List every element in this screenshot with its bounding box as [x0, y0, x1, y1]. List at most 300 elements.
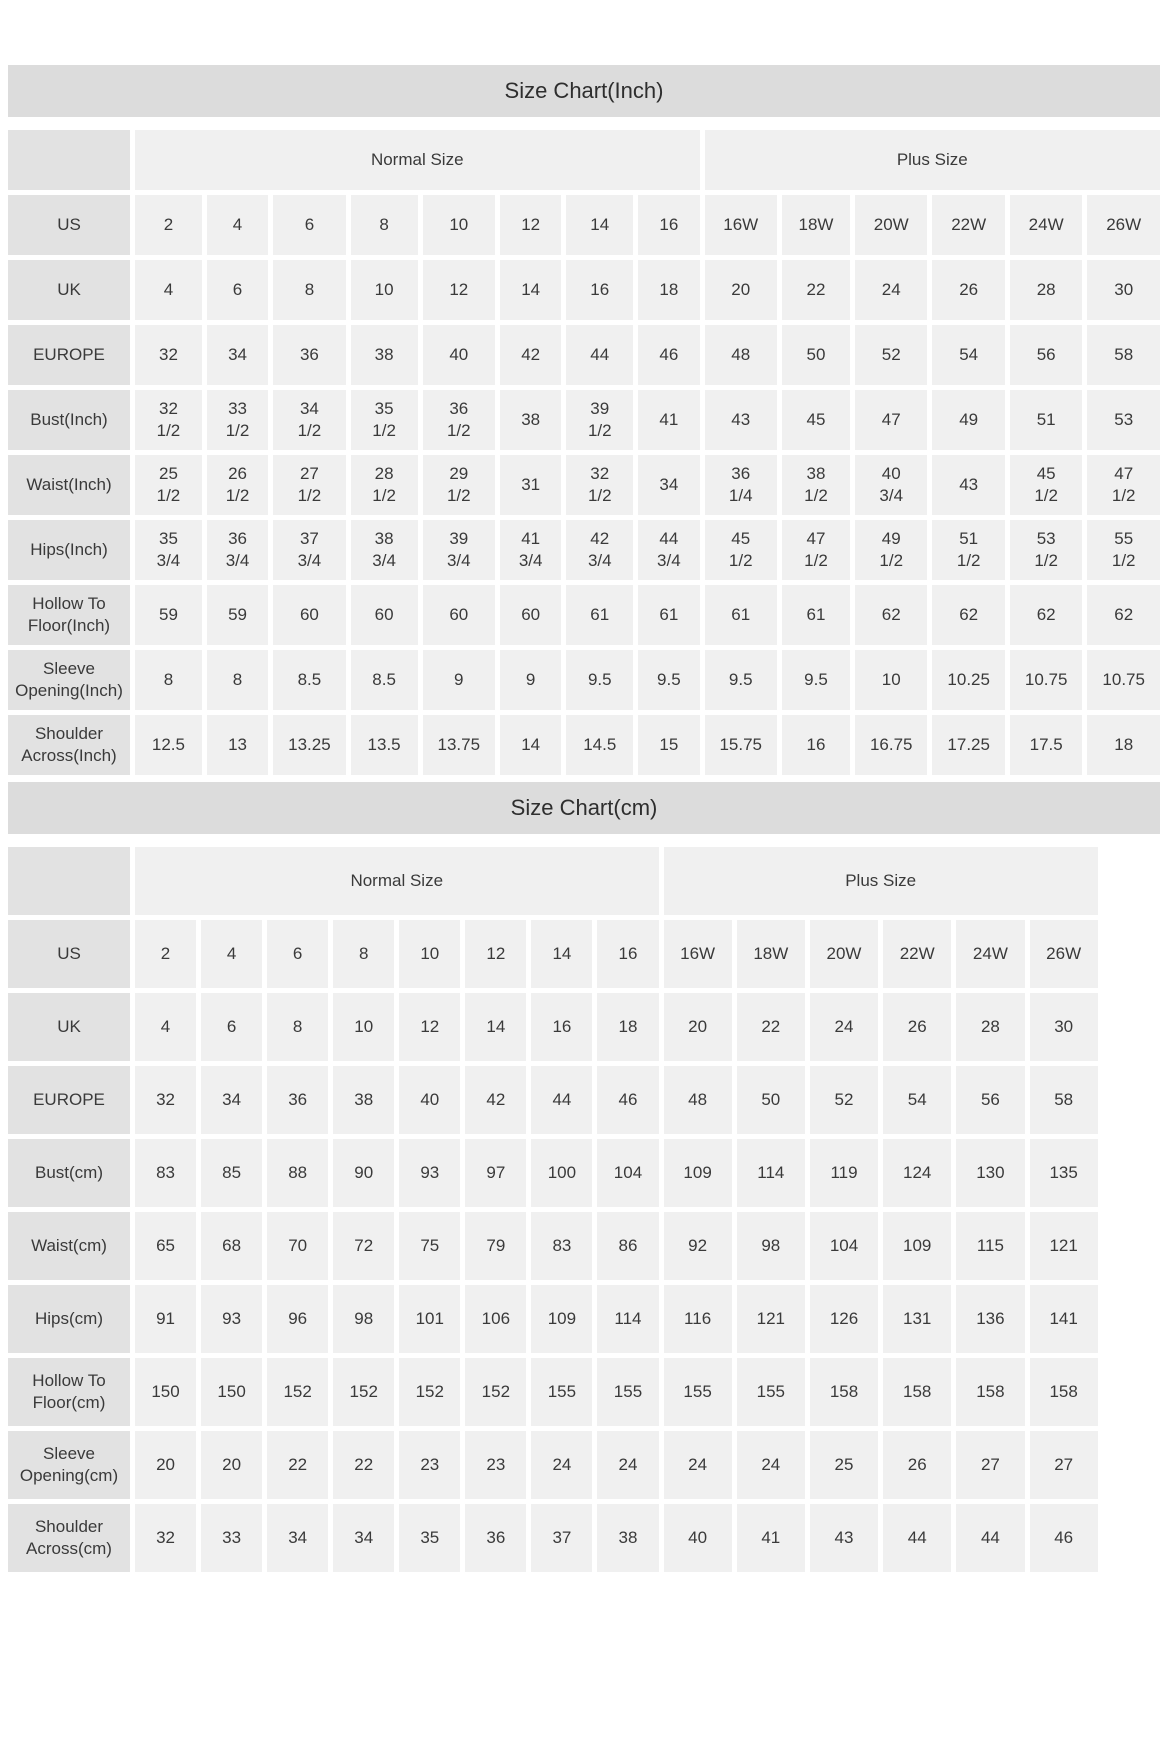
data-cell: 72 — [333, 1212, 394, 1280]
data-cell: 124 — [883, 1139, 951, 1207]
row-header-cell: Shoulder Across(Inch) — [8, 715, 130, 775]
data-cell: 43 — [705, 390, 777, 450]
data-cell: 26W — [1030, 920, 1098, 988]
data-cell: 16W — [664, 920, 732, 988]
data-cell: 158 — [810, 1358, 878, 1426]
data-cell: 25 1/2 — [135, 455, 202, 515]
data-cell: 46 — [1030, 1504, 1098, 1572]
row-header-cell: Sleeve Opening(Inch) — [8, 650, 130, 710]
data-cell: 54 — [883, 1066, 951, 1134]
data-cell: 12 — [423, 260, 495, 320]
data-cell: 10 — [399, 920, 460, 988]
data-cell: 37 3/4 — [273, 520, 345, 580]
data-cell: 44 3/4 — [638, 520, 699, 580]
table-row — [8, 1504, 1098, 1572]
data-cell: 47 — [855, 390, 927, 450]
table-row — [8, 1066, 1098, 1134]
data-cell: 29 1/2 — [423, 455, 495, 515]
data-cell: 16.75 — [855, 715, 927, 775]
data-cell: 61 — [782, 585, 850, 645]
row-header-cell: US — [8, 920, 130, 988]
data-cell: 8 — [273, 260, 345, 320]
data-cell: 75 — [399, 1212, 460, 1280]
data-cell: 16 — [531, 993, 592, 1061]
data-cell: 96 — [267, 1285, 328, 1353]
data-cell: 18W — [737, 920, 805, 988]
data-cell: 10 — [351, 260, 418, 320]
data-cell: 38 3/4 — [351, 520, 418, 580]
data-cell: 155 — [664, 1358, 732, 1426]
data-cell: 109 — [531, 1285, 592, 1353]
group-header-row — [8, 847, 1098, 915]
data-cell: 6 — [267, 920, 328, 988]
data-cell: 152 — [333, 1358, 394, 1426]
data-cell: 13.75 — [423, 715, 495, 775]
data-cell: 2 — [135, 195, 202, 255]
data-cell: 12 — [465, 920, 526, 988]
data-cell: 9.5 — [638, 650, 699, 710]
data-cell: 2 — [135, 920, 196, 988]
row-header-cell: US — [8, 195, 130, 255]
data-cell: 24 — [810, 993, 878, 1061]
row-header-cell: EUROPE — [8, 325, 130, 385]
data-cell: 97 — [465, 1139, 526, 1207]
data-cell: 12 — [500, 195, 561, 255]
data-cell: 109 — [664, 1139, 732, 1207]
table-row — [8, 715, 1160, 775]
data-cell: 48 — [705, 325, 777, 385]
data-cell: 9 — [500, 650, 561, 710]
data-cell: 26 1/2 — [207, 455, 268, 515]
table-row — [8, 585, 1160, 645]
data-cell: 24 — [737, 1431, 805, 1499]
data-cell: 8 — [267, 993, 328, 1061]
data-cell: 10.75 — [1087, 650, 1160, 710]
data-cell: 49 — [932, 390, 1004, 450]
data-cell: 60 — [423, 585, 495, 645]
data-cell: 13.25 — [273, 715, 345, 775]
data-cell: 9.5 — [566, 650, 633, 710]
data-cell: 135 — [1030, 1139, 1098, 1207]
data-cell: 155 — [597, 1358, 658, 1426]
data-cell: 30 — [1030, 993, 1098, 1061]
data-cell: 62 — [855, 585, 927, 645]
data-cell: 6 — [273, 195, 345, 255]
data-cell: 116 — [664, 1285, 732, 1353]
data-cell: 18 — [597, 993, 658, 1061]
data-cell: 104 — [597, 1139, 658, 1207]
data-cell: 54 — [932, 325, 1004, 385]
row-header-cell: EUROPE — [8, 1066, 130, 1134]
data-cell: 100 — [531, 1139, 592, 1207]
data-cell: 90 — [333, 1139, 394, 1207]
data-cell: 131 — [883, 1285, 951, 1353]
data-cell: 14 — [465, 993, 526, 1061]
data-cell: 62 — [932, 585, 1004, 645]
data-cell: 12 — [399, 993, 460, 1061]
data-cell: 141 — [1030, 1285, 1098, 1353]
data-cell: 28 — [956, 993, 1024, 1061]
row-header-cell: Hips(Inch) — [8, 520, 130, 580]
data-cell: 46 — [597, 1066, 658, 1134]
data-cell: 25 — [810, 1431, 878, 1499]
data-cell: 27 — [1030, 1431, 1098, 1499]
data-cell: 61 — [566, 585, 633, 645]
data-cell: 10.25 — [932, 650, 1004, 710]
data-cell: 15 — [638, 715, 699, 775]
data-cell: 101 — [399, 1285, 460, 1353]
data-cell: 60 — [273, 585, 345, 645]
data-cell: 17.25 — [932, 715, 1004, 775]
data-cell: 23 — [399, 1431, 460, 1499]
data-cell: 121 — [1030, 1212, 1098, 1280]
data-cell: 50 — [782, 325, 850, 385]
data-cell: 68 — [201, 1212, 262, 1280]
data-cell: 150 — [135, 1358, 196, 1426]
data-cell: 13.5 — [351, 715, 418, 775]
data-cell: 61 — [638, 585, 699, 645]
data-cell: 56 — [1010, 325, 1082, 385]
data-cell: 44 — [531, 1066, 592, 1134]
group-header-cell: Plus Size — [664, 847, 1098, 915]
data-cell: 8 — [135, 650, 202, 710]
data-cell: 36 — [267, 1066, 328, 1134]
data-cell: 22W — [932, 195, 1004, 255]
data-cell: 14 — [566, 195, 633, 255]
data-cell: 9.5 — [782, 650, 850, 710]
data-cell: 158 — [956, 1358, 1024, 1426]
data-cell: 98 — [737, 1212, 805, 1280]
data-cell: 152 — [399, 1358, 460, 1426]
data-cell: 22 — [267, 1431, 328, 1499]
data-cell: 44 — [883, 1504, 951, 1572]
data-cell: 32 — [135, 1504, 196, 1572]
table-row — [8, 1285, 1098, 1353]
data-cell: 26 — [883, 993, 951, 1061]
data-cell: 34 1/2 — [273, 390, 345, 450]
data-cell: 28 1/2 — [351, 455, 418, 515]
data-cell: 45 — [782, 390, 850, 450]
data-cell: 83 — [531, 1212, 592, 1280]
data-cell: 22 — [737, 993, 805, 1061]
data-cell: 79 — [465, 1212, 526, 1280]
data-cell: 38 — [597, 1504, 658, 1572]
data-cell: 52 — [855, 325, 927, 385]
data-cell: 14.5 — [566, 715, 633, 775]
data-cell: 53 — [1087, 390, 1160, 450]
data-cell: 51 1/2 — [932, 520, 1004, 580]
row-header-cell: Hollow To Floor(cm) — [8, 1358, 130, 1426]
data-cell: 53 1/2 — [1010, 520, 1082, 580]
data-cell: 24 — [531, 1431, 592, 1499]
data-cell: 114 — [737, 1139, 805, 1207]
data-cell: 14 — [500, 715, 561, 775]
data-cell: 26 — [883, 1431, 951, 1499]
data-cell: 10 — [333, 993, 394, 1061]
table-row — [8, 1212, 1098, 1280]
data-cell: 93 — [201, 1285, 262, 1353]
corner-cell — [8, 847, 130, 915]
data-cell: 155 — [531, 1358, 592, 1426]
size-chart-inch-table — [3, 125, 1165, 780]
data-cell: 150 — [201, 1358, 262, 1426]
data-cell: 115 — [956, 1212, 1024, 1280]
data-cell: 43 — [932, 455, 1004, 515]
data-cell: 18W — [782, 195, 850, 255]
data-cell: 40 — [423, 325, 495, 385]
table-row — [8, 1431, 1098, 1499]
data-cell: 49 1/2 — [855, 520, 927, 580]
data-cell: 88 — [267, 1139, 328, 1207]
data-cell: 24 — [664, 1431, 732, 1499]
data-cell: 130 — [956, 1139, 1024, 1207]
data-cell: 121 — [737, 1285, 805, 1353]
data-cell: 9 — [423, 650, 495, 710]
data-cell: 24W — [956, 920, 1024, 988]
data-cell: 61 — [705, 585, 777, 645]
table-row — [8, 390, 1160, 450]
row-header-cell: Bust(Inch) — [8, 390, 130, 450]
data-cell: 47 1/2 — [1087, 455, 1160, 515]
data-cell: 6 — [201, 993, 262, 1061]
data-cell: 18 — [1087, 715, 1160, 775]
data-cell: 36 — [273, 325, 345, 385]
data-cell: 27 — [956, 1431, 1024, 1499]
row-header-cell: UK — [8, 993, 130, 1061]
data-cell: 35 — [399, 1504, 460, 1572]
data-cell: 48 — [664, 1066, 732, 1134]
data-cell: 16W — [705, 195, 777, 255]
data-cell: 158 — [1030, 1358, 1098, 1426]
data-cell: 16 — [597, 920, 658, 988]
table-row — [8, 1139, 1098, 1207]
data-cell: 20 — [135, 1431, 196, 1499]
data-cell: 4 — [135, 993, 196, 1061]
row-header-cell: UK — [8, 260, 130, 320]
data-cell: 55 1/2 — [1087, 520, 1160, 580]
data-cell: 8 — [351, 195, 418, 255]
size-chart-cm-title: Size Chart(cm) — [8, 782, 1160, 834]
data-cell: 158 — [883, 1358, 951, 1426]
data-cell: 62 — [1010, 585, 1082, 645]
data-cell: 59 — [207, 585, 268, 645]
data-cell: 4 — [201, 920, 262, 988]
data-cell: 4 — [207, 195, 268, 255]
data-cell: 106 — [465, 1285, 526, 1353]
row-header-cell: Waist(Inch) — [8, 455, 130, 515]
data-cell: 51 — [1010, 390, 1082, 450]
data-cell: 28 — [1010, 260, 1082, 320]
data-cell: 62 — [1087, 585, 1160, 645]
data-cell: 9.5 — [705, 650, 777, 710]
data-cell: 23 — [465, 1431, 526, 1499]
data-cell: 40 3/4 — [855, 455, 927, 515]
data-cell: 34 — [201, 1066, 262, 1134]
data-cell: 41 — [638, 390, 699, 450]
group-header-cell: Plus Size — [705, 130, 1160, 190]
data-cell: 34 — [267, 1504, 328, 1572]
data-cell: 91 — [135, 1285, 196, 1353]
table-row — [8, 1358, 1098, 1426]
group-header-cell: Normal Size — [135, 130, 700, 190]
data-cell: 104 — [810, 1212, 878, 1280]
data-cell: 34 — [638, 455, 699, 515]
data-cell: 36 3/4 — [207, 520, 268, 580]
data-cell: 24 — [597, 1431, 658, 1499]
data-cell: 58 — [1087, 325, 1160, 385]
data-cell: 20 — [705, 260, 777, 320]
data-cell: 43 — [810, 1504, 878, 1572]
data-cell: 22 — [782, 260, 850, 320]
data-cell: 16 — [782, 715, 850, 775]
data-cell: 30 — [1087, 260, 1160, 320]
data-cell: 50 — [737, 1066, 805, 1134]
data-cell: 46 — [638, 325, 699, 385]
size-chart-cm-section — [8, 782, 1160, 1577]
data-cell: 4 — [135, 260, 202, 320]
row-header-cell: Shoulder Across(cm) — [8, 1504, 130, 1572]
data-cell: 18 — [638, 260, 699, 320]
data-cell: 32 — [135, 325, 202, 385]
table-row — [8, 993, 1098, 1061]
data-cell: 86 — [597, 1212, 658, 1280]
row-header-cell: Hollow To Floor(Inch) — [8, 585, 130, 645]
data-cell: 38 — [500, 390, 561, 450]
data-cell: 44 — [566, 325, 633, 385]
data-cell: 17.5 — [1010, 715, 1082, 775]
data-cell: 20W — [810, 920, 878, 988]
data-cell: 20 — [201, 1431, 262, 1499]
data-cell: 83 — [135, 1139, 196, 1207]
data-cell: 22 — [333, 1431, 394, 1499]
data-cell: 45 1/2 — [1010, 455, 1082, 515]
data-cell: 14 — [531, 920, 592, 988]
data-cell: 98 — [333, 1285, 394, 1353]
data-cell: 44 — [956, 1504, 1024, 1572]
data-cell: 20W — [855, 195, 927, 255]
data-cell: 32 1/2 — [135, 390, 202, 450]
data-cell: 114 — [597, 1285, 658, 1353]
table-row — [8, 455, 1160, 515]
data-cell: 35 3/4 — [135, 520, 202, 580]
table-row — [8, 920, 1098, 988]
data-cell: 42 — [465, 1066, 526, 1134]
data-cell: 33 — [201, 1504, 262, 1572]
data-cell: 36 1/2 — [423, 390, 495, 450]
data-cell: 155 — [737, 1358, 805, 1426]
data-cell: 36 1/4 — [705, 455, 777, 515]
data-cell: 126 — [810, 1285, 878, 1353]
data-cell: 22W — [883, 920, 951, 988]
data-cell: 70 — [267, 1212, 328, 1280]
size-chart-cm-table — [3, 842, 1103, 1577]
data-cell: 47 1/2 — [782, 520, 850, 580]
data-cell: 136 — [956, 1285, 1024, 1353]
data-cell: 152 — [465, 1358, 526, 1426]
data-cell: 40 — [399, 1066, 460, 1134]
data-cell: 12.5 — [135, 715, 202, 775]
data-cell: 8.5 — [351, 650, 418, 710]
data-cell: 20 — [664, 993, 732, 1061]
data-cell: 10.75 — [1010, 650, 1082, 710]
data-cell: 58 — [1030, 1066, 1098, 1134]
data-cell: 26 — [932, 260, 1004, 320]
data-cell: 26W — [1087, 195, 1160, 255]
data-cell: 52 — [810, 1066, 878, 1134]
table-row — [8, 325, 1160, 385]
data-cell: 59 — [135, 585, 202, 645]
data-cell: 60 — [500, 585, 561, 645]
data-cell: 36 — [465, 1504, 526, 1572]
data-cell: 8 — [207, 650, 268, 710]
size-chart-inch-section — [8, 65, 1160, 780]
data-cell: 39 3/4 — [423, 520, 495, 580]
data-cell: 6 — [207, 260, 268, 320]
group-header-row — [8, 130, 1160, 190]
data-cell: 8.5 — [273, 650, 345, 710]
table-row — [8, 195, 1160, 255]
data-cell: 42 — [500, 325, 561, 385]
data-cell: 56 — [956, 1066, 1024, 1134]
data-cell: 92 — [664, 1212, 732, 1280]
group-header-cell: Normal Size — [135, 847, 659, 915]
data-cell: 16 — [638, 195, 699, 255]
data-cell: 85 — [201, 1139, 262, 1207]
data-cell: 32 — [135, 1066, 196, 1134]
data-cell: 16 — [566, 260, 633, 320]
data-cell: 60 — [351, 585, 418, 645]
row-header-cell: Bust(cm) — [8, 1139, 130, 1207]
data-cell: 27 1/2 — [273, 455, 345, 515]
data-cell: 32 1/2 — [566, 455, 633, 515]
data-cell: 10 — [855, 650, 927, 710]
data-cell: 38 — [333, 1066, 394, 1134]
data-cell: 152 — [267, 1358, 328, 1426]
data-cell: 8 — [333, 920, 394, 988]
data-cell: 10 — [423, 195, 495, 255]
data-cell: 14 — [500, 260, 561, 320]
row-header-cell: Sleeve Opening(cm) — [8, 1431, 130, 1499]
table-row — [8, 520, 1160, 580]
data-cell: 24 — [855, 260, 927, 320]
table-row — [8, 260, 1160, 320]
data-cell: 13 — [207, 715, 268, 775]
data-cell: 34 — [207, 325, 268, 385]
data-cell: 31 — [500, 455, 561, 515]
row-header-cell: Waist(cm) — [8, 1212, 130, 1280]
data-cell: 38 — [351, 325, 418, 385]
size-chart-inch-title: Size Chart(Inch) — [8, 65, 1160, 117]
data-cell: 119 — [810, 1139, 878, 1207]
corner-cell — [8, 130, 130, 190]
data-cell: 24W — [1010, 195, 1082, 255]
data-cell: 15.75 — [705, 715, 777, 775]
data-cell: 41 3/4 — [500, 520, 561, 580]
data-cell: 37 — [531, 1504, 592, 1572]
data-cell: 33 1/2 — [207, 390, 268, 450]
data-cell: 45 1/2 — [705, 520, 777, 580]
data-cell: 41 — [737, 1504, 805, 1572]
data-cell: 65 — [135, 1212, 196, 1280]
data-cell: 40 — [664, 1504, 732, 1572]
row-header-cell: Hips(cm) — [8, 1285, 130, 1353]
data-cell: 93 — [399, 1139, 460, 1207]
data-cell: 34 — [333, 1504, 394, 1572]
table-row — [8, 650, 1160, 710]
data-cell: 42 3/4 — [566, 520, 633, 580]
data-cell: 38 1/2 — [782, 455, 850, 515]
data-cell: 39 1/2 — [566, 390, 633, 450]
